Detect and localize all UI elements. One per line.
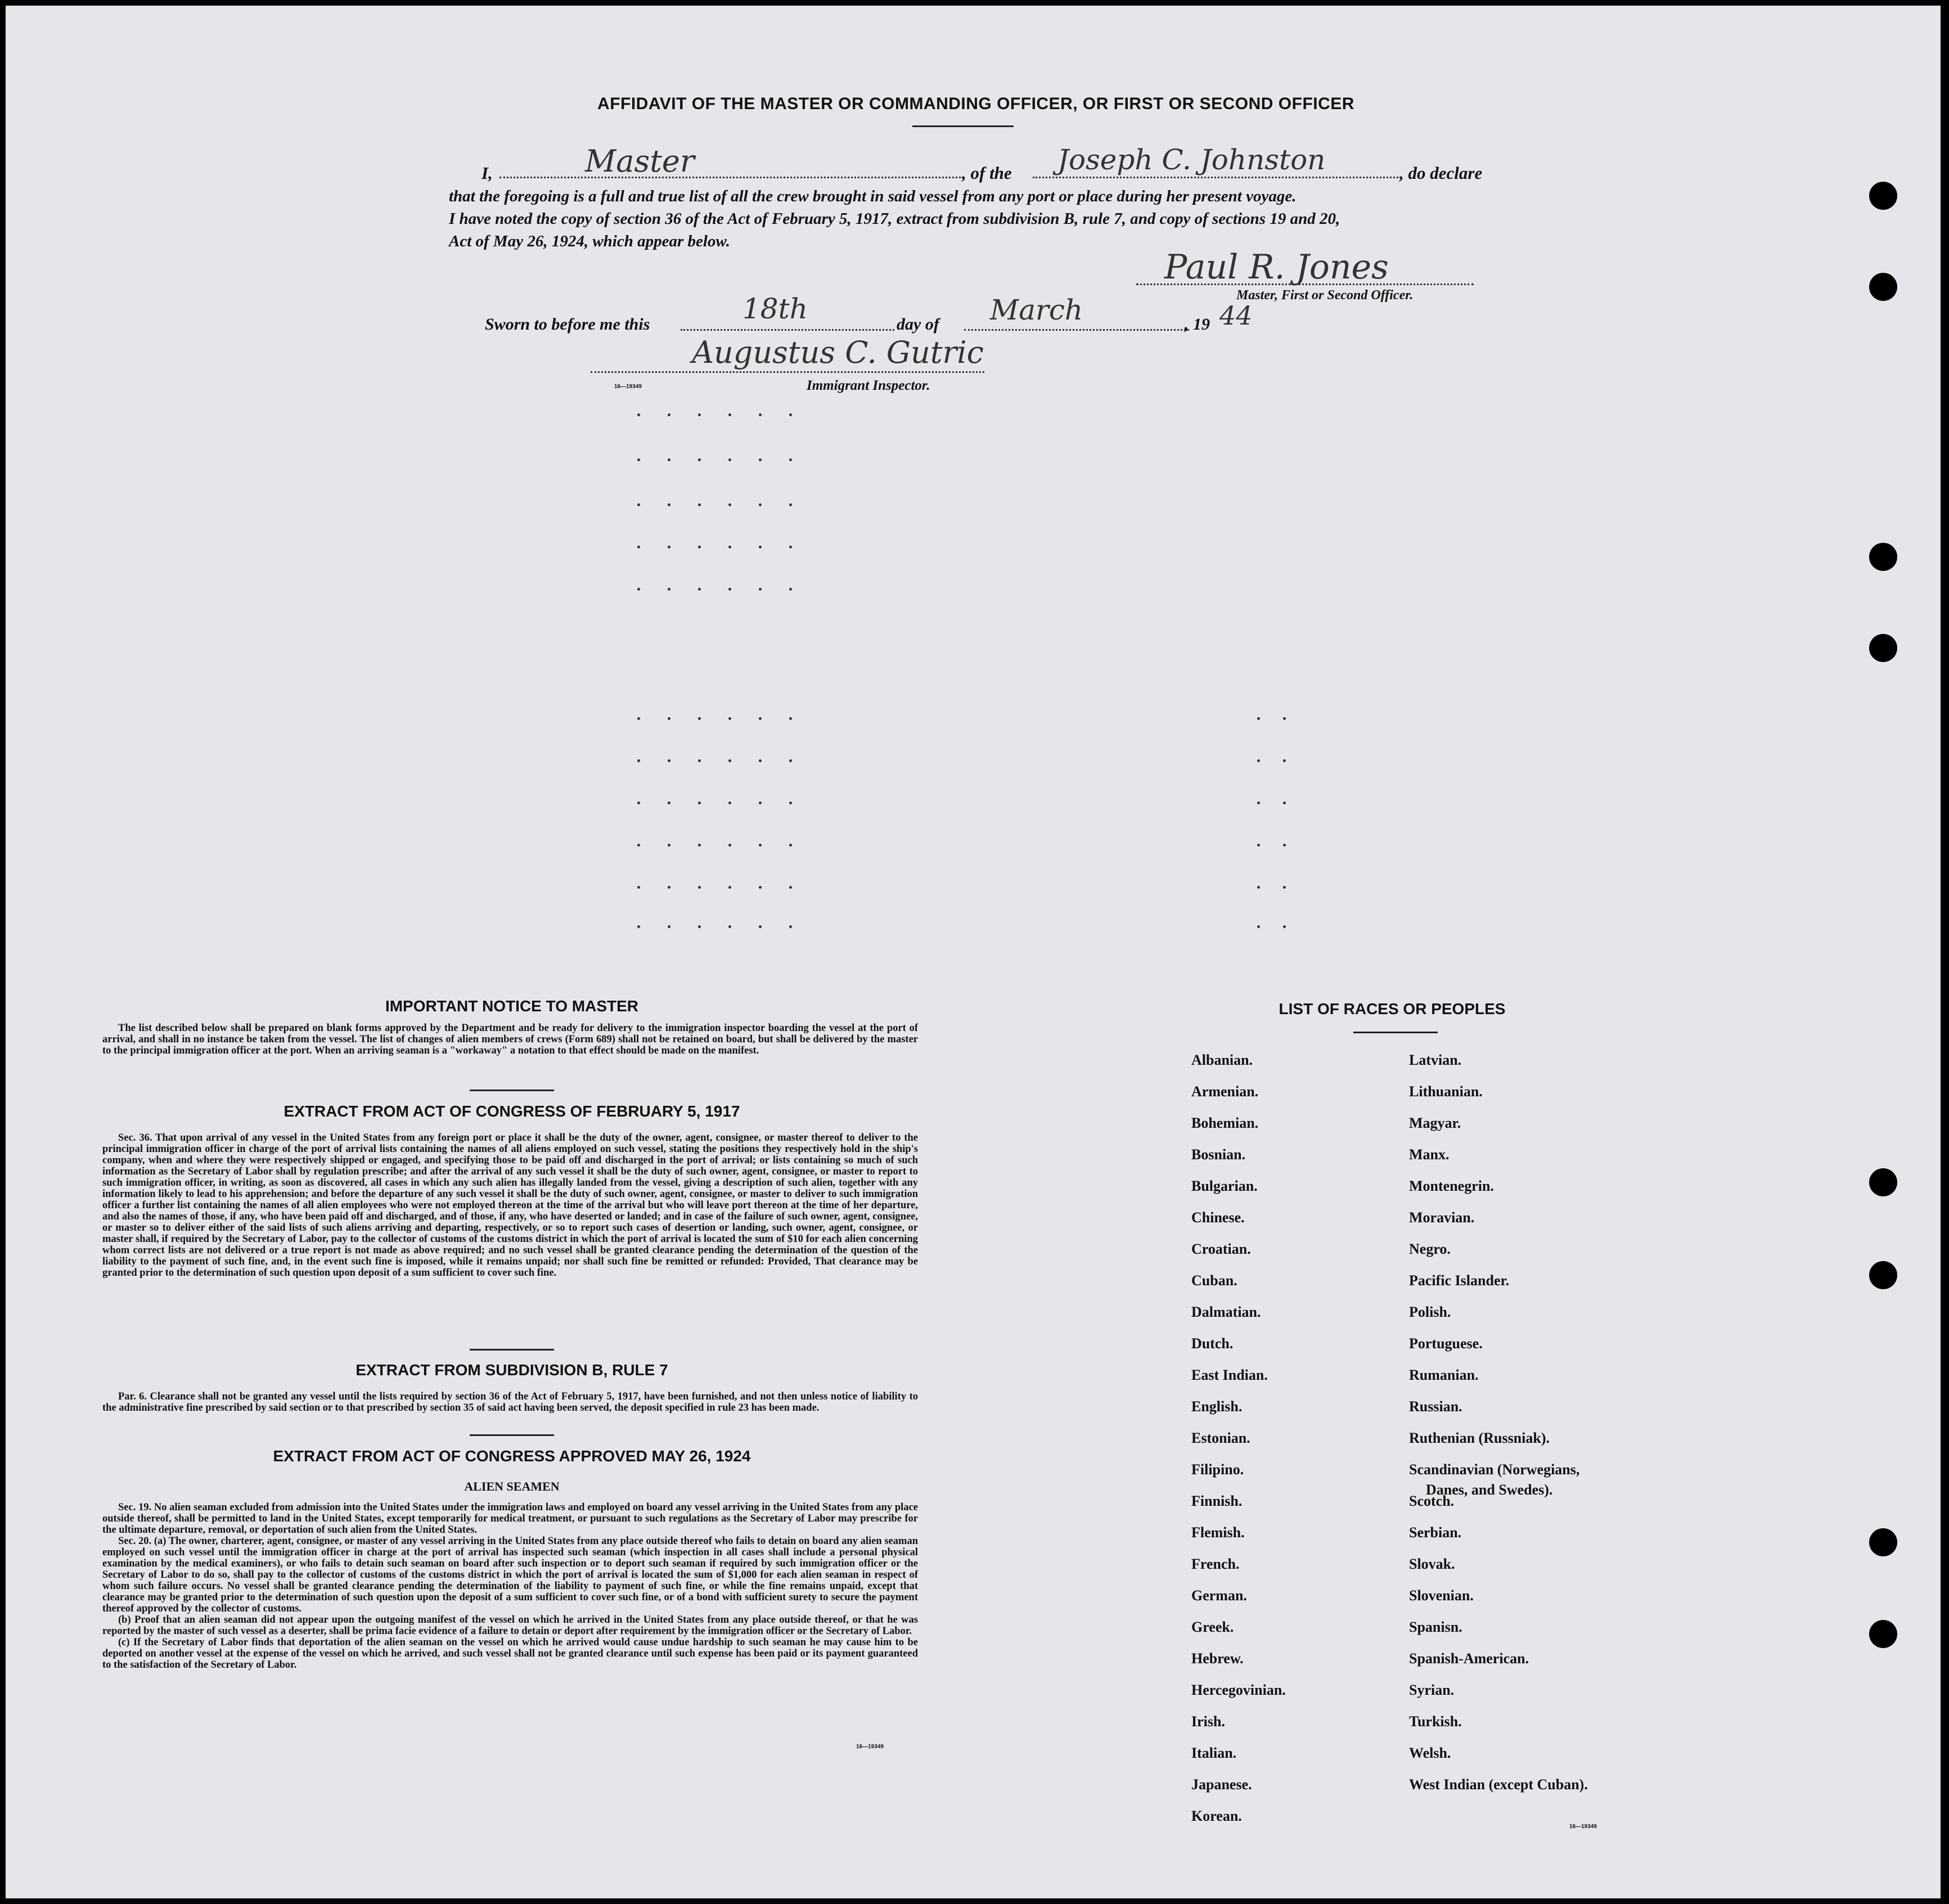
- race-list-item: Greek.: [1191, 1619, 1234, 1635]
- notice-text: [102, 1023, 918, 1056]
- race-list-item: Rumanian.: [1409, 1367, 1479, 1383]
- placeholder-dot: [637, 458, 640, 461]
- placeholder-dot: [728, 844, 731, 847]
- race-list-item: Spanish-American.: [1409, 1650, 1529, 1667]
- punch-hole-icon: [1869, 273, 1897, 301]
- placeholder-dot: [789, 503, 792, 506]
- race-list-item: Montenegrin.: [1409, 1178, 1494, 1194]
- vessel-handwritten: Joseph C. Johnston: [1057, 143, 1326, 176]
- punch-hole-icon: [1869, 1620, 1897, 1648]
- race-list-item: Dutch.: [1191, 1335, 1234, 1352]
- placeholder-dot: [1283, 925, 1286, 928]
- race-list-item: Chinese.: [1191, 1209, 1245, 1226]
- placeholder-dot: [728, 588, 731, 591]
- race-list-item: Latvian.: [1409, 1052, 1462, 1068]
- placeholder-dot: [668, 588, 670, 591]
- notice-paragraph: The list described below shall be prepared on blank forms approved by the Department and be ready for delivery to the immigration inspector boarding the vessel at the port of arrival, and shall in no instance be taken from the vessel. The list of changes of alien members of crews (Form 689) shall not be retained on board, but shall be delivered by the master to the principal immigration officer at the port. When an arriving seaman is a "workaway" a notation to that effect should be made on the manifest.: [102, 1023, 918, 1056]
- placeholder-dot: [637, 503, 640, 506]
- section-rule: [470, 1434, 554, 1436]
- placeholder-dot: [759, 546, 762, 548]
- title-rule: [912, 125, 1014, 127]
- document-sheet: [6, 6, 1941, 1898]
- extract-form-number: 16—19349: [856, 1744, 884, 1750]
- extract-1917-text: [102, 1132, 918, 1279]
- race-list-item: Moravian.: [1409, 1209, 1475, 1226]
- sworn-prefix: Sworn to before me this: [485, 315, 650, 334]
- race-list-item: Bulgarian.: [1191, 1178, 1258, 1194]
- race-list-item: Albanian.: [1191, 1052, 1253, 1068]
- placeholder-dot: [789, 588, 792, 591]
- par6-paragraph: Par. 6. Clearance shall not be granted any vessel until the lists required by section 36 of the Act of February 5, 1917, have been furnished, and not then unless notice of liability to the administrative fine prescribed by said section or to that prescribed by section 35 of said act having been served, the deposit specified in rule 23 has been made.: [102, 1391, 918, 1414]
- race-list-item: Manx.: [1409, 1146, 1450, 1163]
- race-list-item: Lithuanian.: [1409, 1083, 1483, 1100]
- extract-1917-title: EXTRACT FROM ACT OF CONGRESS OF FEBRUARY 5, 1917: [283, 1102, 740, 1120]
- race-list-item: Croatian.: [1191, 1241, 1251, 1257]
- placeholder-dot: [1283, 759, 1286, 762]
- placeholder-dot: [637, 717, 640, 720]
- placeholder-dot: [1257, 886, 1260, 889]
- race-list-item: Cuban.: [1191, 1272, 1237, 1289]
- placeholder-dot: [759, 717, 762, 720]
- placeholder-dot: [1257, 844, 1260, 847]
- placeholder-dot: [637, 844, 640, 847]
- placeholder-dot: [668, 413, 670, 416]
- placeholder-dot: [728, 503, 731, 506]
- race-list-item: Slovenian.: [1409, 1587, 1474, 1604]
- race-list-item: French.: [1191, 1556, 1240, 1572]
- month-handwritten: March: [990, 294, 1083, 326]
- placeholder-dot: [668, 925, 670, 928]
- punch-hole-icon: [1869, 634, 1897, 662]
- placeholder-dot: [728, 925, 731, 928]
- race-list-item: Estonian.: [1191, 1430, 1250, 1446]
- affidavit-line4: Act of May 26, 1924, which appear below.: [449, 232, 730, 250]
- placeholder-dot: [668, 886, 670, 889]
- placeholder-dot: [698, 458, 701, 461]
- race-list-item: Hercegovinian.: [1191, 1682, 1286, 1698]
- placeholder-dot: [637, 759, 640, 762]
- placeholder-dot: [1257, 759, 1260, 762]
- affidavit-line2: that the foregoing is a full and true list of all the crew brought in said vessel from any port or place during her present voyage.: [449, 187, 1297, 205]
- inspector-blank: [591, 371, 984, 373]
- placeholder-dot: [1283, 844, 1286, 847]
- signature-handwritten: Paul R. Jones: [1164, 247, 1389, 287]
- placeholder-dot: [668, 802, 670, 804]
- race-list-item: Pacific Islander.: [1409, 1272, 1510, 1289]
- placeholder-dot: [728, 717, 731, 720]
- race-list-item: Bosnian.: [1191, 1146, 1246, 1163]
- inspector-caption: Immigrant Inspector.: [807, 378, 930, 393]
- affidavit-line3: I have noted the copy of section 36 of the Act of February 5, 1917, extract from subdivision B, rule 7, and copy of sections 19 and 20,: [449, 210, 1340, 228]
- race-list-item: Ruthenian (Russniak).: [1409, 1430, 1550, 1446]
- race-list-item: Dalmatian.: [1191, 1304, 1261, 1320]
- race-list-item: Serbian.: [1409, 1524, 1462, 1541]
- vessel-blank: [1033, 177, 1398, 178]
- placeholder-dot: [789, 413, 792, 416]
- race-list-item: Russian.: [1409, 1398, 1462, 1415]
- race-list-item: Irish.: [1191, 1713, 1225, 1730]
- race-list-item: Finnish.: [1191, 1493, 1243, 1509]
- sec20a-paragraph: Sec. 20. (a) The owner, charterer, agent, consignee, or master of any vessel arriving in the United States from any place outside thereof who fails to detain on board any alien seaman employed on such vessel until the immigration officer in charge at the port of arrival has inspected such seaman (which inspection in all cases shall include a personal physical examination by the medical examiners), or who fails to detain such seaman on board after such inspection or to deport such seaman if required by such immigration officer or the Secretary of Labor to do so, shall pay to the collector of customs of the customs district in which the port of arrival is located the sum of $1,000 for each alien seaman in respect of whom such failure occurs. No vessel shall be granted clearance pending the determination of the liability to payment of such fine, or while the fine remains unpaid, except that clearance may be granted prior to the determination of such question upon the deposit of a sum sufficient to cover such fine, or of a bond with sufficient surety to secure the payment thereof approved by the collector of customs.: [102, 1536, 918, 1614]
- year-handwritten: 44: [1219, 300, 1253, 331]
- placeholder-dot: [759, 458, 762, 461]
- placeholder-dot: [698, 886, 701, 889]
- extract-1924-title: EXTRACT FROM ACT OF CONGRESS APPROVED MAY 26, 1924: [273, 1447, 751, 1465]
- placeholder-dot: [1283, 717, 1286, 720]
- placeholder-dot: [789, 802, 792, 804]
- alien-seamen-subtitle: ALIEN SEAMEN: [464, 1479, 560, 1493]
- placeholder-dot: [789, 458, 792, 461]
- race-list-item: Polish.: [1409, 1304, 1451, 1320]
- placeholder-dot: [759, 413, 762, 416]
- punch-hole-icon: [1869, 182, 1897, 210]
- placeholder-dot: [668, 717, 670, 720]
- race-list-item: Magyar.: [1409, 1115, 1461, 1131]
- punch-hole-icon: [1869, 543, 1897, 571]
- race-list-item: Syrian.: [1409, 1682, 1455, 1698]
- placeholder-dot: [637, 886, 640, 889]
- race-list-item: Bohemian.: [1191, 1115, 1259, 1131]
- race-list-item: Portuguese.: [1409, 1335, 1483, 1352]
- race-list-item: Turkish.: [1409, 1713, 1462, 1730]
- placeholder-dot: [698, 717, 701, 720]
- extract-rule7-text: [102, 1391, 918, 1414]
- race-list-item: Flemish.: [1191, 1524, 1245, 1541]
- affidavit-title: AFFIDAVIT OF THE MASTER OR COMMANDING OFFICER, OR FIRST OR SECOND OFFICER: [597, 94, 1354, 113]
- rank-handwritten: Master: [585, 143, 695, 179]
- sec20c-paragraph: (c) If the Secretary of Labor finds that deportation of the alien seaman on the vessel on which he arrived would cause undue hardship to such seaman he may cause him to be deported on another vessel at the expense of the vessel on which he arrived, and such vessel shall not be granted clearance until such expense has been paid or its payment guaranteed to the satisfaction of the Secretary of Labor.: [102, 1637, 918, 1671]
- month-blank: [964, 329, 1189, 331]
- punch-hole-icon: [1869, 1528, 1897, 1556]
- placeholder-dot: [1257, 925, 1260, 928]
- race-list-item: Italian.: [1191, 1745, 1237, 1761]
- placeholder-dot: [698, 546, 701, 548]
- placeholder-dot: [1257, 717, 1260, 720]
- placeholder-dot: [728, 546, 731, 548]
- section-rule: [470, 1090, 554, 1091]
- race-list-item: Filipino.: [1191, 1461, 1244, 1478]
- placeholder-dot: [759, 844, 762, 847]
- race-list-item: Scandinavian (Norwegians,: [1409, 1461, 1580, 1478]
- placeholder-dot: [1283, 802, 1286, 804]
- sec19-paragraph: Sec. 19. No alien seaman excluded from admission into the United States under the immigration laws and employed on board any vessel arriving in the United States from any place outside thereof, shall be permitted to land in the United States, except temporarily for medical treatment, or pursuant to such regulations as the Secretary of Labor may prescribe for the ultimate departure, removal, or deportation of such alien from the United States.: [102, 1502, 918, 1536]
- placeholder-dot: [759, 802, 762, 804]
- day-handwritten: 18th: [742, 292, 808, 325]
- placeholder-dot: [668, 458, 670, 461]
- punch-hole-icon: [1869, 1261, 1897, 1289]
- placeholder-dot: [728, 886, 731, 889]
- placeholder-dot: [698, 413, 701, 416]
- races-title: LIST OF RACES OR PEOPLES: [1279, 1000, 1506, 1018]
- year-prefix: , 19: [1185, 315, 1210, 334]
- race-list-item: Scotch.: [1409, 1493, 1455, 1509]
- race-list-item: Spanisn.: [1409, 1619, 1462, 1635]
- placeholder-dot: [759, 886, 762, 889]
- placeholder-dot: [637, 588, 640, 591]
- notice-title: IMPORTANT NOTICE TO MASTER: [385, 997, 639, 1015]
- placeholder-dot: [637, 546, 640, 548]
- placeholder-dot: [637, 413, 640, 416]
- races-title-rule: [1353, 1032, 1438, 1033]
- race-list-item: Japanese.: [1191, 1776, 1252, 1793]
- section-rule: [470, 1349, 554, 1351]
- placeholder-dot: [759, 925, 762, 928]
- extract-1924-text: [102, 1502, 918, 1671]
- race-list-item: Korean.: [1191, 1808, 1242, 1824]
- placeholder-dot: [1283, 886, 1286, 889]
- rank-blank: [499, 177, 961, 178]
- placeholder-dot: [728, 802, 731, 804]
- race-list-item: East Indian.: [1191, 1367, 1268, 1383]
- placeholder-dot: [789, 717, 792, 720]
- placeholder-dot: [789, 925, 792, 928]
- sec36-paragraph: Sec. 36. That upon arrival of any vessel in the United States from any foreign port or place it shall be the duty of the owner, agent, consignee, or master thereof to deliver to the principal immigration officer in charge of the port of arrival lists containing the names of all aliens employed on such vessel, stating the positions they respectively hold in the ship's company, when and where they were respectively shipped or engaged, and specifying those to be paid off and discharged in the port of arrival; or lists containing so much of such information as the Secretary of Labor shall by regulation prescribe; and after the arrival of any such vessel it shall be the duty of such owner, agent, consignee, or master to report to such immigration officer, in writing, as soon as discovered, all cases in which any such alien has illegally landed from the vessel, giving a description of such alien, together with any information likely to lead to his apprehension; and before the departure of any such vessel it shall be the duty of such owner, agent, consignee, or master to deliver to such immigration officer a further list containing the names of all alien employees who were not employed thereon at the time of the arrival but who will leave port thereon at the time of her departure, and also the names of those, if any, who have been paid off and discharged, and of those, if any, who have deserted or landed; and in case of the failure of such owner, agent, consignee, or master so to deliver either of the said lists of such aliens arriving and departing, respectively, or so to report such cases of desertion or landing, such owner, agent, consignee, or master shall, if required by the Secretary of Labor, pay to the collector of customs of the customs district in which the port of arrival is located the sum of $10 for each alien concerning whom correct lists are not delivered or a true report is not made as above required; and no such vessel shall be granted clearance pending the determination of the question of the liability to the payment of such fine, and, in the event such fine is imposed, while it remains unpaid; nor shall such fine be remitted or refunded: Provided, That clearance may be granted prior to the determination of such question upon deposit of a sum sufficient to cover such fine.: [102, 1132, 918, 1279]
- races-form-number: 16—19349: [1569, 1824, 1597, 1830]
- placeholder-dot: [698, 844, 701, 847]
- placeholder-dot: [698, 802, 701, 804]
- placeholder-dot: [698, 588, 701, 591]
- placeholder-dot: [698, 925, 701, 928]
- placeholder-dot: [789, 886, 792, 889]
- placeholder-dot: [668, 759, 670, 762]
- placeholder-dot: [728, 759, 731, 762]
- race-list-item: Armenian.: [1191, 1083, 1259, 1100]
- signature-caption: Master, First or Second Officer.: [1236, 288, 1414, 303]
- race-list-item: Welsh.: [1409, 1745, 1451, 1761]
- placeholder-dot: [759, 588, 762, 591]
- placeholder-dot: [637, 925, 640, 928]
- of-the-label: , of the: [962, 163, 1012, 183]
- day-of-label: day of: [897, 315, 939, 334]
- punch-hole-icon: [1869, 1168, 1897, 1196]
- sec20b-paragraph: (b) Proof that an alien seaman did not appear upon the outgoing manifest of the vessel on which he arrived in the United States from any place outside thereof, or that he was reported by the master of such vessel as a deserter, shall be prima facie evidence of a failure to detain or deport after requirement by the immigration officer or the Secretary of Labor.: [102, 1614, 918, 1637]
- race-list-item: English.: [1191, 1398, 1243, 1415]
- placeholder-dot: [698, 503, 701, 506]
- placeholder-dot: [789, 546, 792, 548]
- extract-rule7-title: EXTRACT FROM SUBDIVISION B, RULE 7: [355, 1361, 668, 1379]
- race-list-item: West Indian (except Cuban).: [1409, 1776, 1588, 1793]
- affidavit-line1-prefix: I,: [481, 163, 493, 183]
- placeholder-dot: [728, 458, 731, 461]
- placeholder-dot: [759, 759, 762, 762]
- placeholder-dot: [698, 759, 701, 762]
- placeholder-dot: [759, 503, 762, 506]
- placeholder-dot: [668, 844, 670, 847]
- placeholder-dot: [1257, 802, 1260, 804]
- race-list-item: German.: [1191, 1587, 1247, 1604]
- placeholder-dot: [637, 802, 640, 804]
- placeholder-dot: [789, 844, 792, 847]
- day-blank: [681, 329, 894, 331]
- placeholder-dot: [668, 503, 670, 506]
- race-list-item: Slovak.: [1409, 1556, 1455, 1572]
- race-list-item: Negro.: [1409, 1241, 1451, 1257]
- race-list-item: Danes, and Swedes).: [1426, 1482, 1553, 1498]
- placeholder-dot: [728, 413, 731, 416]
- race-list-item: Hebrew.: [1191, 1650, 1244, 1667]
- do-declare-label: , do declare: [1399, 163, 1483, 183]
- inspector-handwritten: Augustus C. Gutric: [692, 335, 984, 370]
- affidavit-form-number: 16—19349: [614, 384, 642, 390]
- placeholder-dot: [789, 759, 792, 762]
- placeholder-dot: [668, 546, 670, 548]
